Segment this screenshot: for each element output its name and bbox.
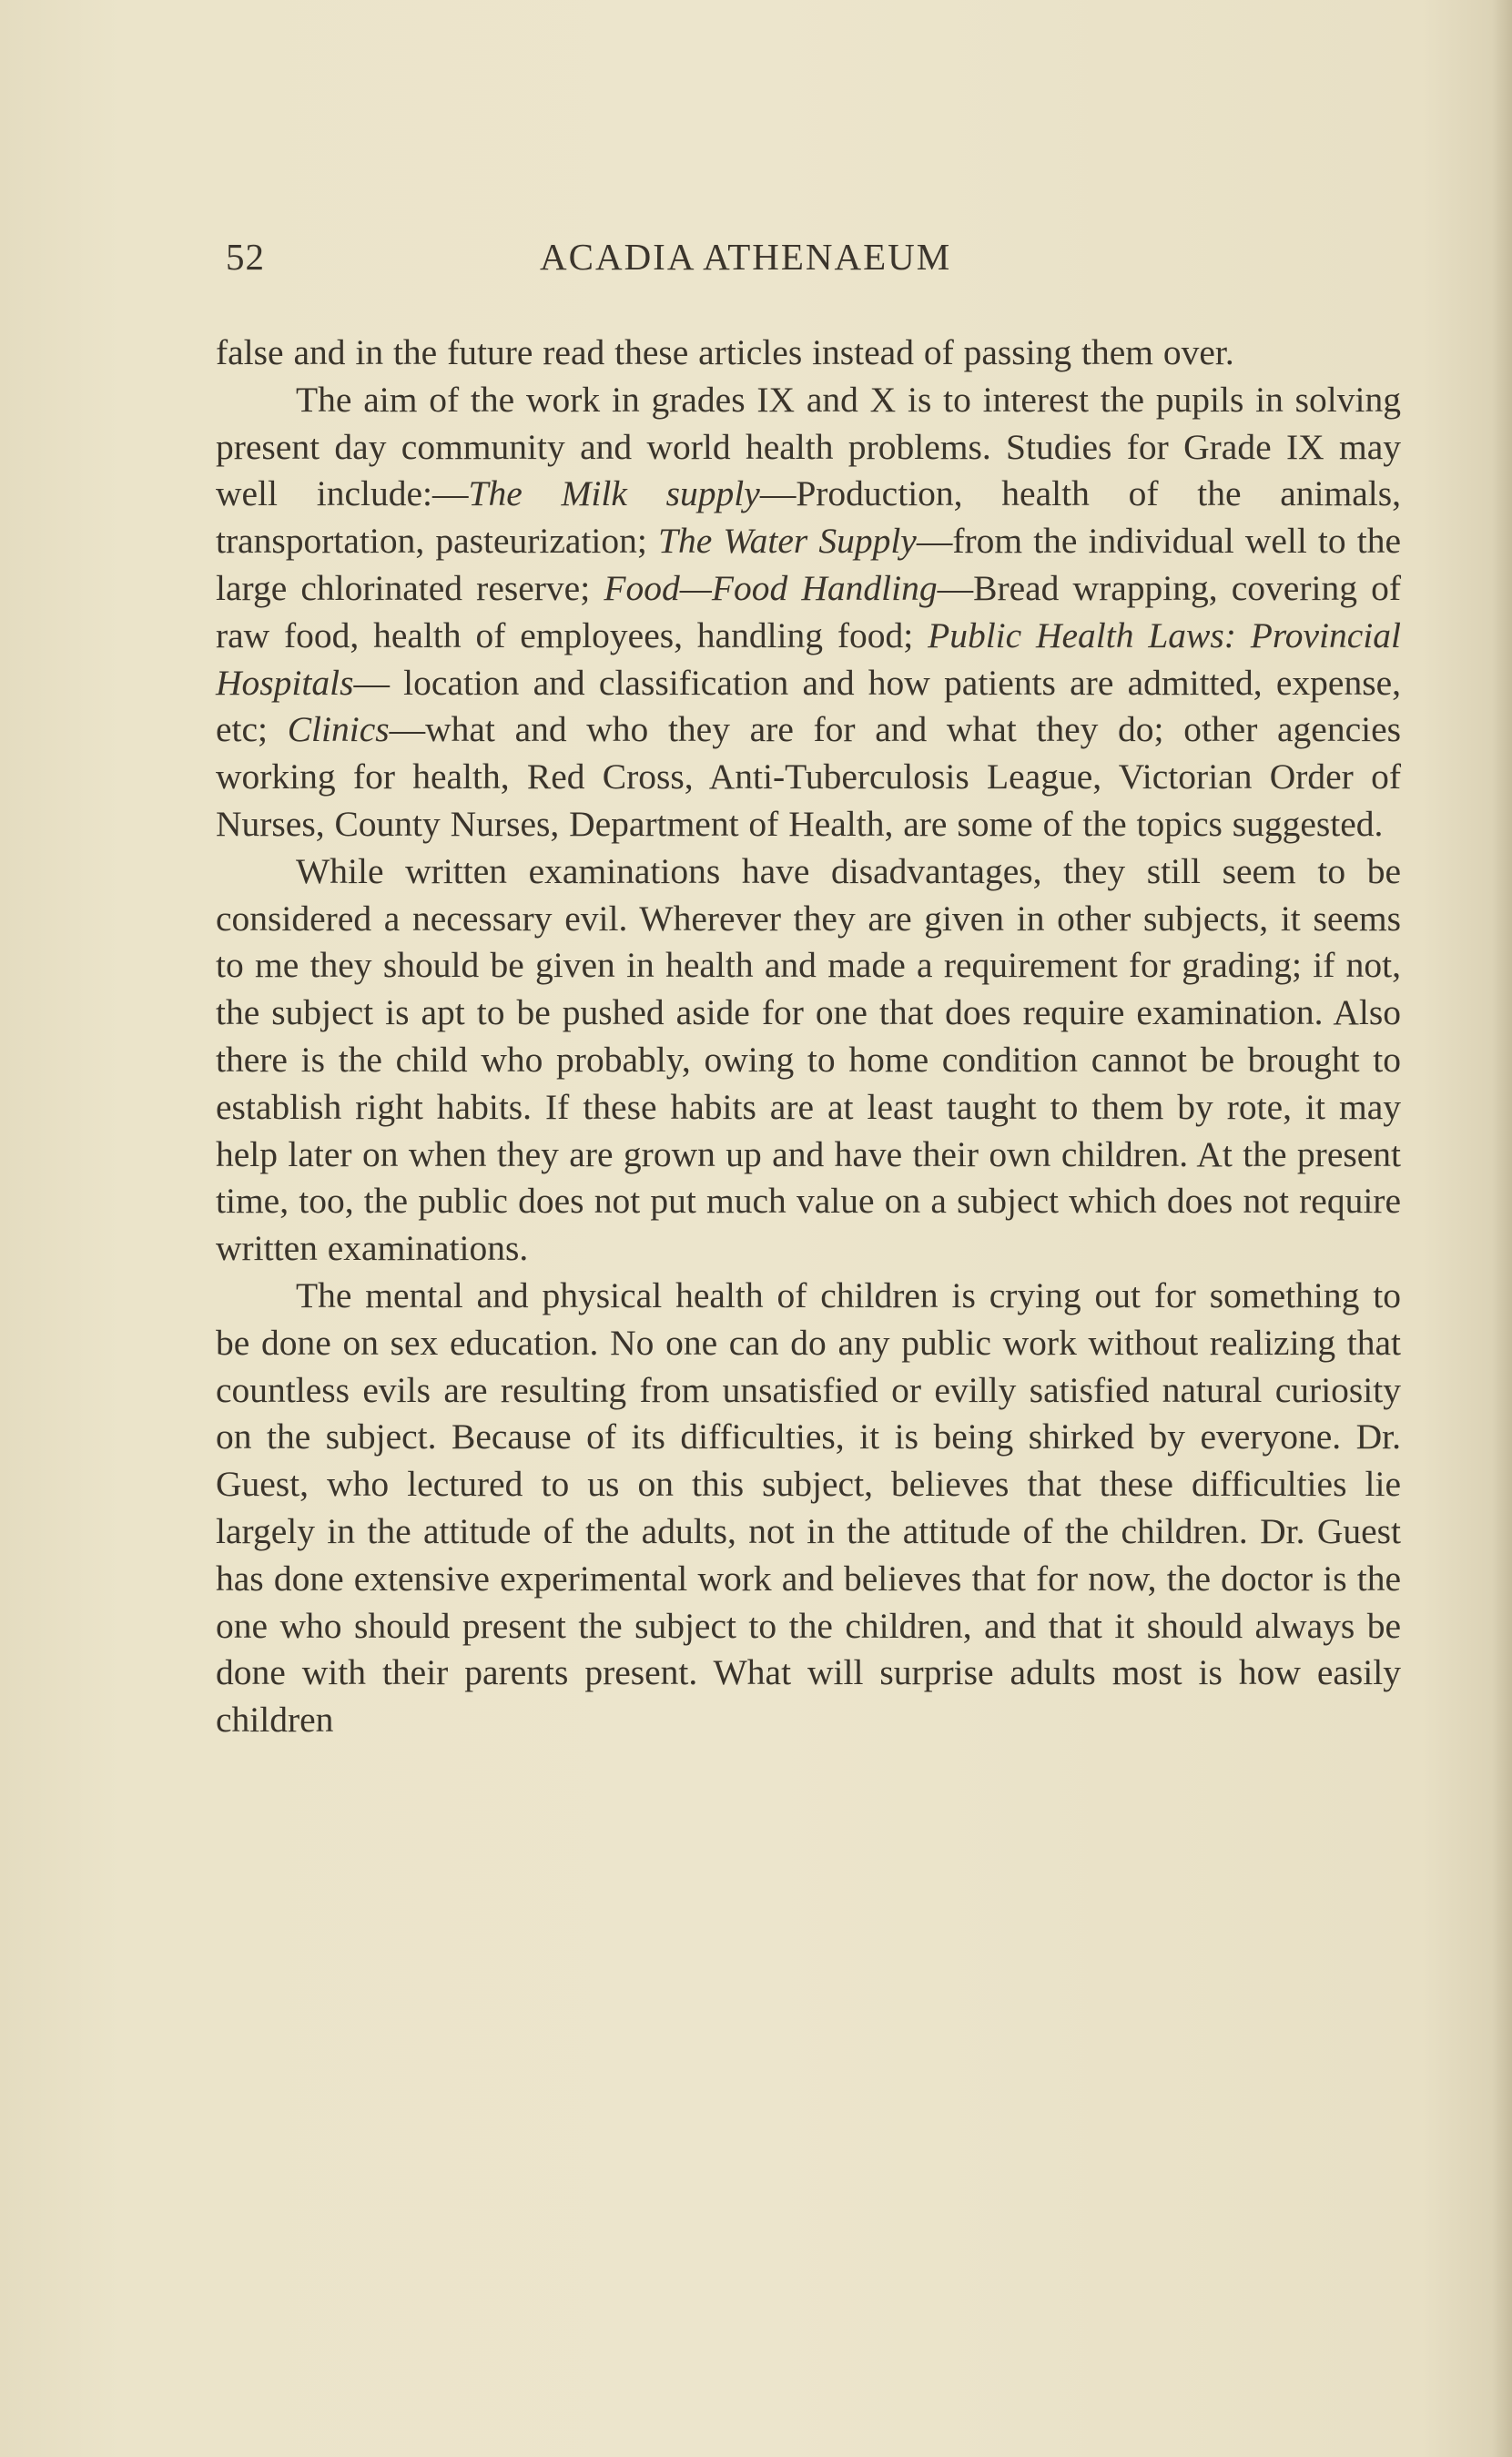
italic-topic: Food—Food Handling <box>604 567 938 608</box>
text-run: —Production, health of the animals, transportation, pasteurization; <box>216 473 1402 562</box>
text-run: —from the individual well to the large chlorinated reserve; <box>216 521 1401 608</box>
text-run: —Bread wrapping, covering of raw food, health of employees, handling food; <box>216 567 1401 655</box>
article-body <box>216 330 1401 1744</box>
paragraph-1 <box>216 330 1401 377</box>
text-run: — location and classification and how patients are admitted, expense, etc; <box>216 662 1401 750</box>
text-run: While written examinations have disadvantages, they still seem to be considered a necessary evil. Wherever they are given in other subjects, it seems to me they should be given in health and made a requirement for grading; if not, the subject is apt to be pushed aside for one that does require examination. Also there is the child who probably, owing to home condition cannot be brought to establish right habits. If these habits are at least taught to them by rote, it may help later on when they are grown up and have their own children. At the present time, too, the public does not put much value on a subject which does not require written examinations. <box>216 850 1401 1269</box>
paragraph-3 <box>216 848 1401 1273</box>
italic-topic: Clinics <box>287 709 390 750</box>
italic-topic: The Milk supply <box>468 473 760 514</box>
text-run: The aim of the work in grades IX and X is to interest the pupils in solving present day community and world health problems. Studies for Grade IX may well include:— <box>216 379 1401 514</box>
text-run: —what and who they are for and what they do; other agencies working for health, Red Cross, Anti-Tuberculosis League, Victorian Order of Nurses, County Nurses, Department of Health, are some of the topics suggested. <box>216 709 1401 844</box>
page-number: 52 <box>226 236 265 278</box>
text-run: The mental and physical health of children is crying out for something to be done on sex education. No one can do any public work without realizing that countless evils are resulting from unsatisfied or evilly satisfied natural curiosity on the subject. Because of its difficulties, it is being shirked by everyone. Dr. Guest, who lectured to us on this subject, believes that these difficulties lie largely in the attitude of the adults, not in the attitude of the children. Dr. Guest has done extensive experimental work and believes that for now, the doctor is the one who should present the subject to the children, and that it should always be done with their parents present. What will surprise adults most is how easily children <box>216 1274 1401 1741</box>
paragraph-2 <box>216 377 1401 848</box>
page-edge-shadow <box>1492 0 1512 2457</box>
running-header <box>226 235 1409 289</box>
italic-topic: Public Health Laws: Provincial Hospitals <box>216 614 1401 703</box>
journal-title: ACADIA ATHENAEUM <box>540 236 952 278</box>
text-run: false and in the future read these articles instead of passing them over. <box>216 332 1234 372</box>
italic-topic: The Water Supply <box>657 521 917 562</box>
paragraph-4 <box>216 1273 1401 1744</box>
